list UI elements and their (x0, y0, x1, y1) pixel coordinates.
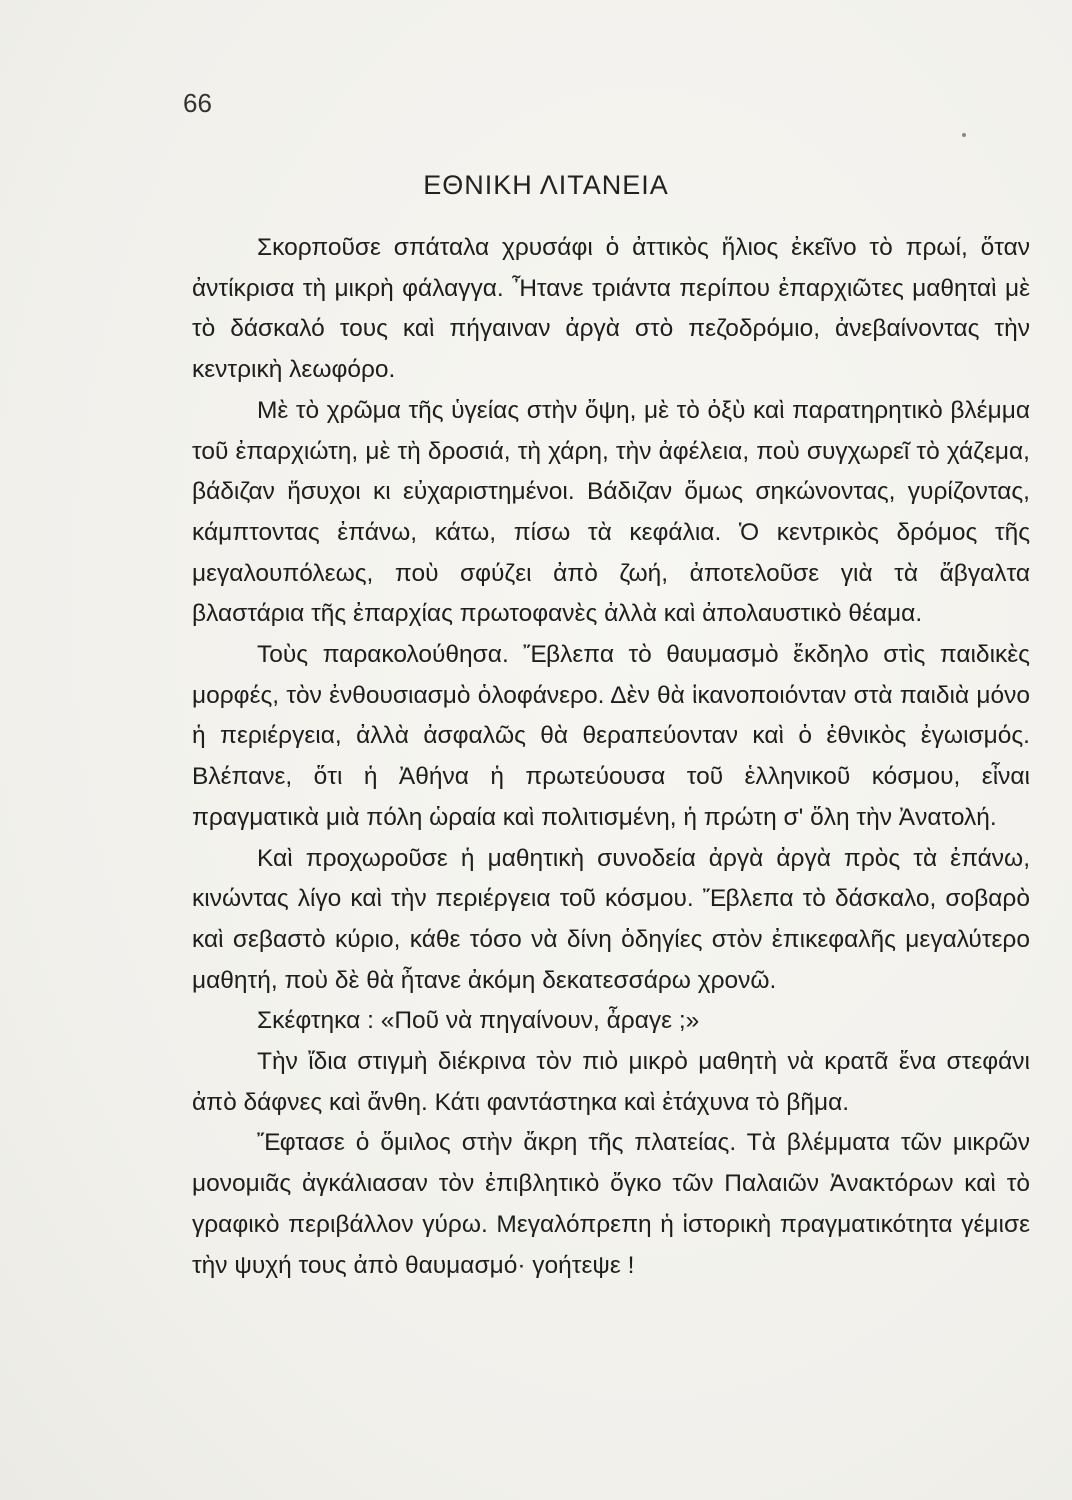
paragraph-5: Σκέφτηκα : «Ποῦ νὰ πηγαίνουν, ἆραγε ;» (257, 1007, 700, 1035)
paragraph-1: Σκορποῦσε σπάταλα χρυσάφι ὁ ἀττικὸς ἥλιος ἐκεῖνο τὸ πρωί, ὅταν ἀντίκρισα τὴ μικρὴ φάλαγγα. Ἦτανε τριάντα περίπου ἐπαρχιῶτες μαθηταὶ μὲ τὸ δάσκαλό τους καὶ πήγαιναν ἀργὰ στὸ πεζοδρόμιο, ἀνεβαίνοντας τὴν κεντρικὴ λεωφόρο. (192, 234, 1030, 384)
paragraph-4: Καὶ προχωροῦσε ἡ μαθητικὴ συνοδεία ἀργὰ ἀργὰ πρὸς τὰ ἐπάνω, κινώντας λίγο καὶ τὴν περιέργεια τοῦ κόσμου. Ἔβλεπα τὸ δάσκαλο, σοβαρὸ καὶ σεβαστὸ κύριο, κάθε τόσο νὰ δίνη ὁδηγίες στὸν ἐπικεφαλῆς μεγαλύτερο μαθητή, ποὺ δὲ θὰ ἦτανε ἀκόμη δεκατεσσάρω χρονῶ. (192, 844, 1030, 994)
paragraph-6: Τὴν ἴδια στιγμὴ διέκρινα τὸν πιὸ μικρὸ μαθητὴ νὰ κρατᾶ ἕνα στεφάνι ἀπὸ δάφνες καὶ ἄνθη. Κάτι φαντάστηκα καὶ ἐτάχυνα τὸ βῆμα. (192, 1048, 1030, 1116)
page-number: 66 (183, 88, 212, 118)
body-text (192, 228, 1030, 1286)
paragraph-7: Ἔφτασε ὁ ὅμιλος στὴν ἄκρη τῆς πλατείας. Τὰ βλέμματα τῶν μικρῶν μονομιᾶς ἀγκάλιασαν τὸν ἐπιβλητικὸ ὄγκο τῶν Παλαιῶν Ἀνακτόρων καὶ τὸ γραφικὸ περιβάλλον γύρω. Μεγαλόπρεπη ἡ ἱστορικὴ πραγματικότητα γέμισε τὴν ψυχή τους ἀπὸ θαυμασμό· γοήτεψε ! (192, 1129, 1030, 1279)
chapter-title: ΕΘΝΙΚΗ ΛΙΤΑΝΕΙΑ (423, 170, 669, 200)
paragraph-3: Τοὺς παρακολούθησα. Ἔβλεπα τὸ θαυμασμὸ ἔκδηλο στὶς παιδικὲς μορφές, τὸν ἐνθουσιασμὸ ὁλοφάνερο. Δὲν θὰ ἱκανοποιόνταν στὰ παιδιὰ μόνο ἡ περιέργεια, ἀλλὰ ἀσφαλῶς θὰ θεραπεύονταν καὶ ὁ ἐθνικὸς ἐγωισμός. Βλέπανε, ὅτι ἡ Ἀθήνα ἡ πρωτεύουσα τοῦ ἑλληνικοῦ κόσμου, εἶναι πραγματικὰ μιὰ πόλη ὡραία καὶ πολιτισμένη, ἡ πρώτη σ' ὅλη τὴν Ἀνατολή. (192, 641, 1030, 831)
paragraph-2: Μὲ τὸ χρῶμα τῆς ὑγείας στὴν ὄψη, μὲ τὸ ὀξὺ καὶ παρατηρητικὸ βλέμμα τοῦ ἐπαρχιώτη, μὲ τὴ δροσιά, τὴ χάρη, τὴν ἀφέλεια, ποὺ συγχωρεῖ τὸ χάζεμα, βάδιζαν ἥσυχοι κι εὐχαριστημένοι. Βάδιζαν ὅμως σηκώνοντας, γυρίζοντας, κάμπτοντας ἐπάνω, κάτω, πίσω τὰ κεφάλια. Ὁ κεντρικὸς δρόμος τῆς μεγαλουπόλεως, ποὺ σφύζει ἀπὸ ζωή, ἀποτελοῦσε γιὰ τὰ ἄβγαλτα βλαστάρια τῆς ἐπαρχίας πρωτοφανὲς ἀλλὰ καὶ ἀπολαυστικὸ θέαμα. (192, 396, 1030, 628)
speck-mark (962, 133, 966, 137)
